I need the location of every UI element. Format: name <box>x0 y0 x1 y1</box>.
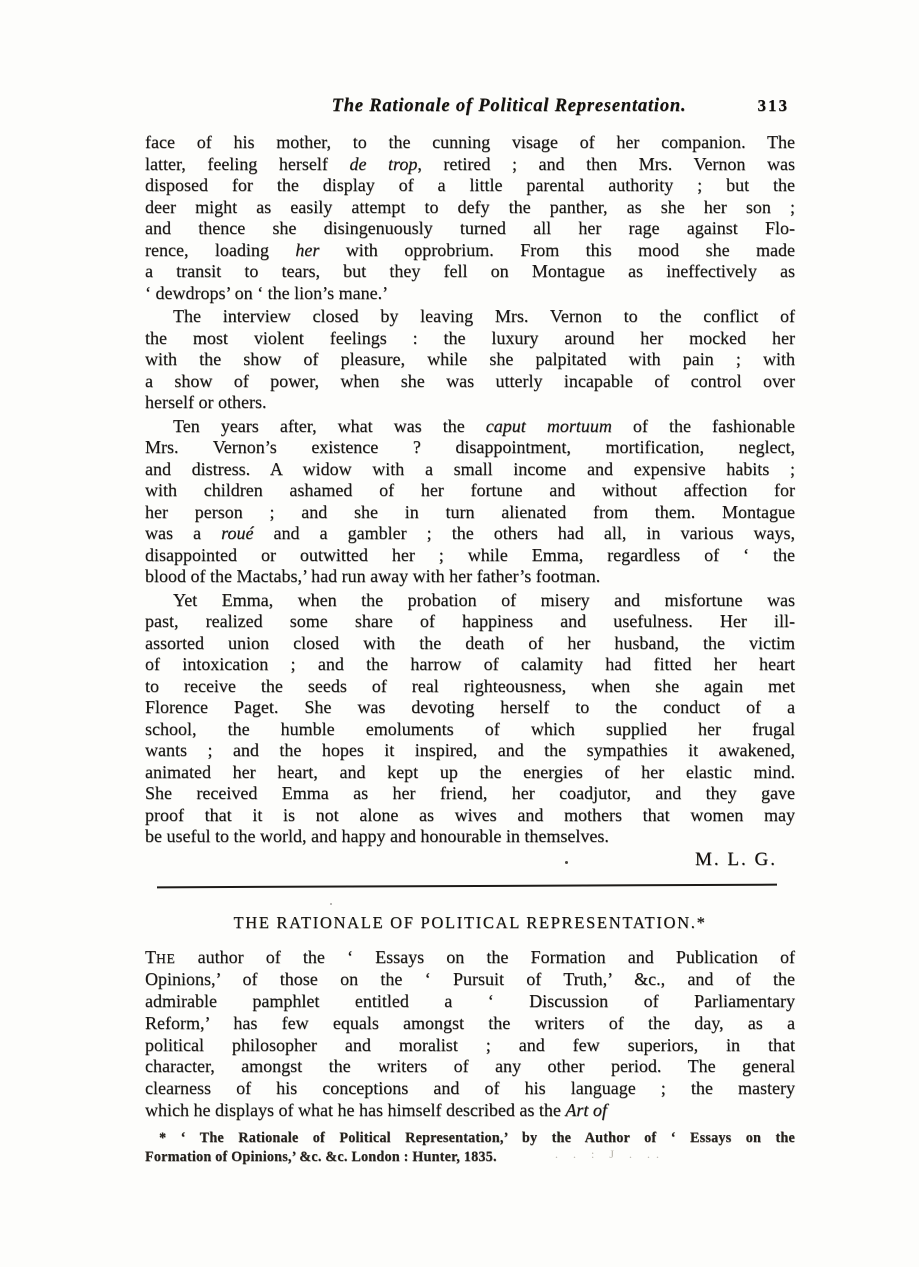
text-line: assorted union closed with the death of her husband, the victim <box>145 632 795 653</box>
text-line: disposed for the display of a little parental authority ; but the <box>145 175 795 195</box>
paragraph <box>145 590 795 848</box>
text-line: disappointed or outwitted her ; while Emma, regardless of ‘ the <box>145 544 795 565</box>
text-line: past, realized some share of happiness and usefulness. Her ill- <box>145 611 795 631</box>
text-line: political philosopher and moralist ; and few superiors, in that <box>145 1034 795 1055</box>
text-line: clearness of his conceptions and of his language ; the mastery <box>145 1078 795 1099</box>
text-line: with the show of pleasure, while she palpitated with pain ; with <box>145 349 795 369</box>
text-line: * ‘ The Rationale of Political Representation,’ by the Author of ‘ Essays on the <box>159 1129 795 1146</box>
text-line: school, the humble emoluments of which supplied her frugal <box>145 718 795 739</box>
text-line: be useful to the world, and happy and honourable in themselves. <box>145 826 609 846</box>
article2-heading: THE RATIONALE OF POLITICAL REPRESENTATION.* <box>233 912 707 932</box>
text-line: and distress. A widow with a small income and expensive habits ; <box>145 458 795 479</box>
article2-body <box>145 947 795 1122</box>
text-line: character, amongst the writers of any other period. The general <box>145 1056 795 1077</box>
text-line: blood of the Mactabs,’ had run away with her father’s footman. <box>145 566 601 586</box>
text-line: Florence Paget. She was devoting herself to the conduct of a <box>145 697 795 717</box>
text-line: proof that it is not alone as wives and mothers that women may <box>145 804 795 825</box>
paragraph <box>145 132 795 304</box>
text-line: ‘ dewdrops’ on ‘ the lion’s mane.’ <box>145 282 389 303</box>
text-line: Ten years after, what was the caput mortuum of the fashionable <box>173 415 795 436</box>
text-line: to receive the seeds of real righteousness, when she again met <box>145 675 795 696</box>
text-line: with children ashamed of her fortune and without affection for <box>145 480 795 500</box>
text-line: Reform,’ has few equals amongst the writers of the day, as a <box>145 1012 795 1033</box>
text-block <box>145 132 795 1168</box>
text-line: her person ; and she in turn alienated from them. Montague <box>145 501 795 522</box>
text-line: Yet Emma, when the probation of misery and misfortune was <box>173 589 795 610</box>
text-line: was a roué and a gambler ; the others had all, in various ways, <box>145 523 795 543</box>
text-line: a show of power, when she was utterly incapable of control over <box>145 370 795 391</box>
running-header-title: The Rationale of Political Representation. <box>331 96 687 116</box>
paragraph <box>145 416 795 588</box>
section-divider <box>157 883 777 888</box>
running-header <box>145 96 795 122</box>
text-line: a transit to tears, but they fell on Montague as ineffectively as <box>145 261 795 281</box>
text-line: Mrs. Vernon’s existence ? disappointment, mortification, neglect, <box>145 437 795 457</box>
article1-body <box>145 132 795 848</box>
scan-speck <box>565 861 568 864</box>
text-line: deer might as easily attempt to defy the panther, as she her son ; <box>145 196 795 217</box>
text-line: THE author of the ‘ Essays on the Formation and Publication of <box>145 946 795 967</box>
text-line: face of his mother, to the cunning visage of her companion. The <box>145 132 795 152</box>
scan-smudge: . . : J . .. <box>555 1147 666 1161</box>
paragraph <box>145 306 795 414</box>
text-line: wants ; and the hopes it inspired, and the sympathies it awakened, <box>145 740 795 760</box>
text-line: The interview closed by leaving Mrs. Vernon to the conflict of <box>173 306 795 326</box>
text-line: animated her heart, and kept up the energies of her elastic mind. <box>145 761 795 782</box>
scan-speck <box>330 903 332 905</box>
text-line: rence, loading her with opprobrium. From this mood she made <box>145 239 795 260</box>
page-number: 313 <box>757 96 789 115</box>
text-line: which he displays of what he has himself described as the Art of <box>145 1100 607 1121</box>
text-line: herself or others. <box>145 392 267 412</box>
paragraph <box>145 947 795 1122</box>
text-line: and thence she disingenuously turned all her rage against Flo- <box>145 218 795 238</box>
text-line: She received Emma as her friend, her coadjutor, and they gave <box>145 783 795 803</box>
text-line: Opinions,’ of those on the ‘ Pursuit of Truth,’ &c., and of the <box>145 969 795 990</box>
text-line: latter, feeling herself de trop, retired ; and then Mrs. Vernon was <box>145 153 795 174</box>
text-line: of intoxication ; and the harrow of calamity had fitted her heart <box>145 654 795 674</box>
text-line: Formation of Opinions,’ &c. &c. London : Hunter, 1835. <box>145 1149 497 1166</box>
text-line: the most violent feelings : the luxury around her mocked her <box>145 327 795 348</box>
signature-line: M. L. G. <box>695 848 777 870</box>
text-line: admirable pamphlet entitled a ‘ Discussion of Parliamentary <box>145 991 795 1012</box>
